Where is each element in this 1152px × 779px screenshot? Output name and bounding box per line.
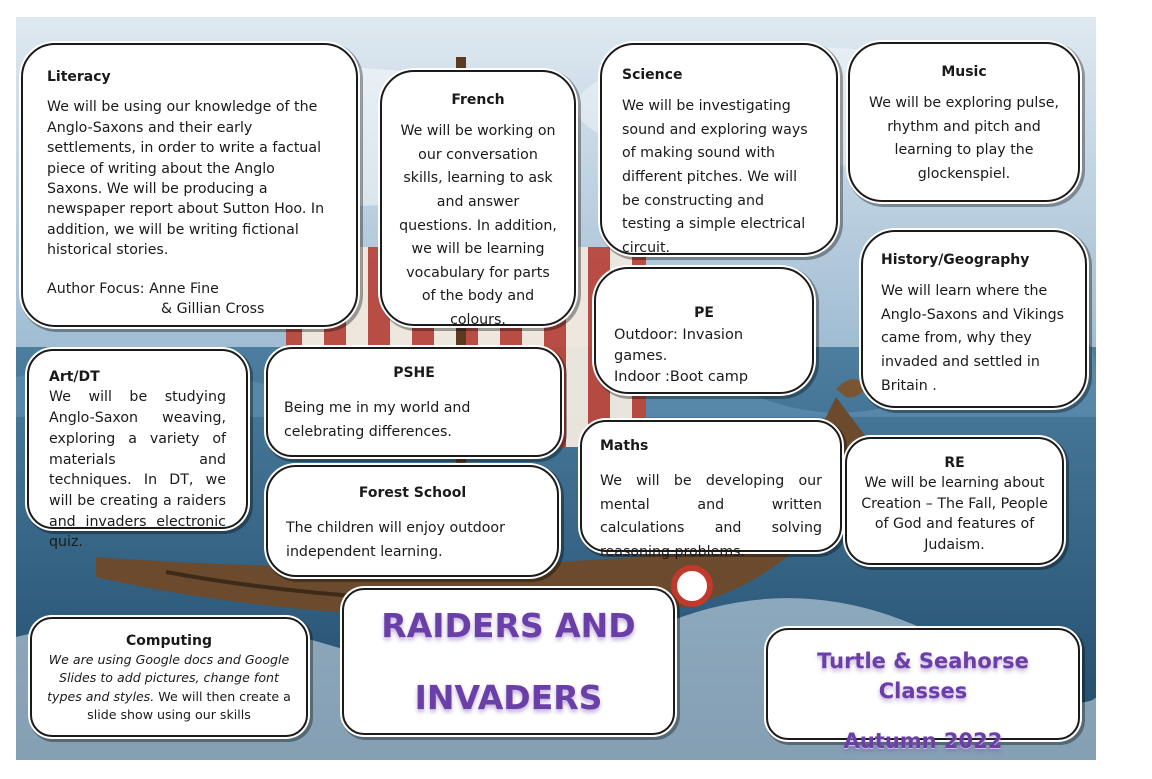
pshe-panel [266,347,562,457]
art-dt-text: We will be studying Anglo-Saxon weaving, exploring a variety of materials and techniques. In DT, we will be creating a raiders and invaders electronic quiz. [49,389,226,551]
science-title: Science [622,67,683,83]
literacy-author-2: & Gillian Cross [161,301,265,318]
french-panel [380,70,576,326]
maths-text: We will be developing our mental and written calculations and solving reasoning problems. [600,473,822,560]
re-title: RE [944,455,965,471]
classes-name: Turtle & Seahorse Classes [817,649,1029,703]
history-geography-title: History/Geography [881,252,1030,268]
french-title: French [451,92,505,108]
literacy-author: Author Focus: Anne Fine [47,280,219,297]
history-geography-text: We will learn where the Anglo-Saxons and Vikings came from, why they invaded and settled in Britain . [881,283,1065,394]
forest-school-panel [266,465,559,577]
computing-text-regular: We will then create a slide show using our skills [87,688,291,722]
re-text: We will be learning about Creation – The Fall, People of God and features of Judaism. [861,475,1048,553]
pshe-title: PSHE [393,365,435,381]
art-dt-panel [27,349,248,551]
music-text: We will be exploring pulse, rhythm and pitch and learning to play the glockenspiel. [869,95,1059,182]
literacy-text: We will be using our knowledge of the Anglo-Saxons and their early settlements, in order to write a factual piece of writing about the Anglo Saxons. We will be producing a newspaper report about Sutton Hoo. In addition, we will be writing fictional historical stories. [47,99,325,259]
literacy-title: Literacy [47,69,111,85]
music-title: Music [941,64,987,80]
classes-term: Autumn 2022 [843,729,1003,753]
music-panel [848,42,1080,202]
pe-outdoor: Outdoor: Invasion games. [614,327,744,365]
french-text: We will be working on our conversation skills, learning to ask and answer questions. In addition, we will be learning vocabulary for parts of the body and colours. [399,123,557,328]
literacy-panel [21,43,358,327]
computing-panel [30,617,308,737]
forest-school-text: The children will enjoy outdoor independent learning. [286,520,505,560]
topic-title-line-2: INVADERS [414,678,603,717]
topic-title-panel [342,588,675,735]
maths-panel [580,420,842,560]
topic-title-line-1: RAIDERS AND [381,606,636,645]
history-geography-panel [861,230,1087,408]
pe-panel [594,267,814,394]
science-panel [600,43,838,255]
computing-text-italic: We are using Google docs and Google Slides to add pictures, change font types and styles. [47,652,290,704]
pe-title: PE [694,305,714,321]
computing-text [46,651,292,724]
re-panel [845,437,1064,565]
forest-school-title: Forest School [358,485,467,501]
pshe-text: Being me in my world and celebrating differences. [284,400,471,440]
pe-indoor: Indoor :Boot camp [614,369,749,386]
classes-panel [766,628,1080,753]
maths-title: Maths [600,438,649,454]
science-text: We will be investigating sound and exploring ways of making sound with different pitches. We will be constructing and testing a simple electrical circuit. [622,98,808,256]
computing-title: Computing [126,633,212,649]
art-dt-title: Art/DT [49,369,100,385]
